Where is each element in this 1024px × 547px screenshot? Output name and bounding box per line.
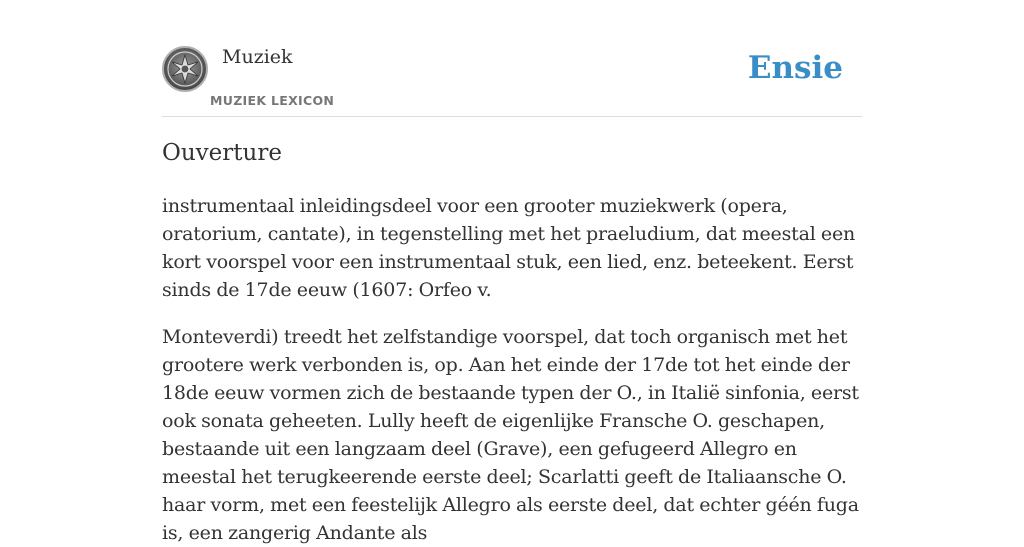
source-header [162,0,862,117]
article-title: Ouverture [162,140,282,166]
article-paragraph: instrumentaal inleidingsdeel voor een grooter muziekwerk (opera, oratorium, cantate), in tegenstelling met het praeludium, dat meestal een kort voorspel voor een instrumentaal stuk, een lied, enz. beteekent. Eerst sinds de 17de eeuw (1607: Orfeo v. [162,195,856,301]
article-paragraph: Monteverdi) treedt het zelfstandige voorspel, dat toch organisch met het grootere werk verbonden is, op. Aan het einde der 17de tot het einde der 18de eeuw vormen zich de bestaande typen der O., in Italië sinfonia, eerst ook sonata geheeten. Lully heeft de eigenlijke Fransche O. geschapen, bestaande uit een langzaam deel (Grave), een gefugeerd Allegro en meestal het terugkeerende eerste deel; Scarlatti geeft de Italiaansche O. haar vorm, met een feestelijk Allegro als eerste deel, dat echter géén fuga is, een zangerig Andante als [162,326,859,544]
source-title-link[interactable]: Muziek [222,46,293,68]
source-subtitle-link[interactable]: MUZIEK LEXICON [210,93,335,108]
muziek-lexicon-emblem-icon[interactable] [162,46,208,92]
ensie-brand-link[interactable]: Ensie [747,50,843,86]
article-page [162,0,862,544]
